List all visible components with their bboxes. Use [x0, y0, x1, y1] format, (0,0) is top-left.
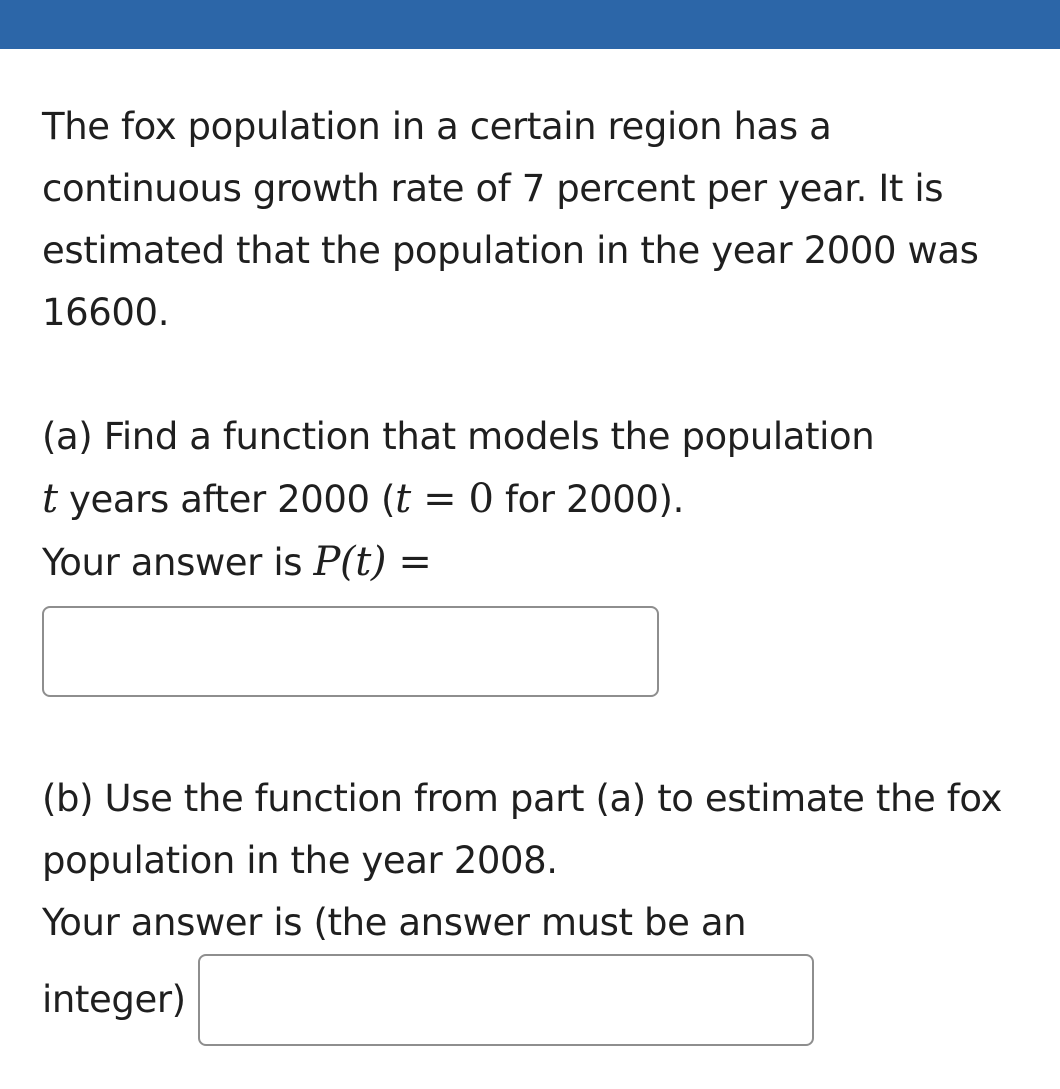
top-header-bar: [0, 0, 1060, 49]
part-a-prompt-mid: years after 2000 (: [57, 478, 396, 521]
answer-prefix-a: Your answer is: [42, 541, 314, 584]
part-b-answer-label: Your answer is (the answer must be an: [42, 901, 747, 944]
part-b-answer-suffix: integer): [42, 978, 186, 1021]
part-b-section: [42, 768, 1022, 1046]
part-a-prompt-line2: [42, 468, 1022, 531]
part-b-answer-row: [42, 954, 1022, 1046]
problem-statement: The fox population in a certain region has a continuous growth rate of 7 percent per year. It is estimated that the population in the year 2000 was 16600.: [42, 105, 979, 334]
part-a-answer-input[interactable]: [42, 606, 659, 697]
math-var-t-2: t: [395, 476, 411, 522]
part-a-prompt-end: for 2000).: [493, 478, 684, 521]
part-a-prompt-line1: (a) Find a function that models the population: [42, 415, 875, 458]
math-equals-zero: = 0: [410, 476, 494, 522]
part-b-answer-input[interactable]: [198, 954, 814, 1046]
math-function-p-of-t: P(t) =: [313, 539, 432, 585]
part-a-answer-label: [42, 531, 1022, 594]
math-var-t: t: [42, 476, 58, 522]
part-b-prompt: (b) Use the function from part (a) to estimate the fox population in the year 2008.: [42, 777, 1002, 882]
part-a-section: [42, 406, 1022, 697]
question-content: [42, 96, 1022, 1046]
